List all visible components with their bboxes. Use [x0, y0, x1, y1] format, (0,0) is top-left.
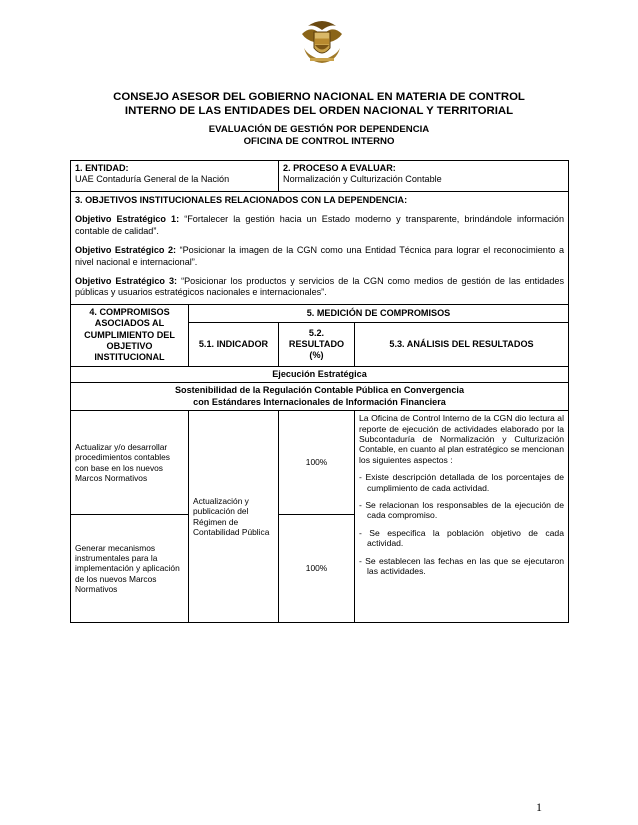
entidad-cell — [71, 161, 279, 192]
coat-of-arms-icon — [300, 18, 344, 64]
objetivo-3 — [75, 276, 564, 299]
objetivo-2-text: “Posicionar la imagen de la CGN como una Entidad Técnica para lograr el reconocimiento a nivel nacional e internacional”. — [75, 245, 565, 267]
objetivo-1-text: “Fortalecer la gestión hacia un Estado moderno y transparente, brindándole información contable de calidad”. — [75, 214, 564, 236]
council-title-line2: INTERNO DE LAS ENTIDADES DEL ORDEN NACIONAL Y TERRITORIAL — [124, 105, 514, 117]
compromiso-1: Actualizar y/o desarrollar procedimientos contables con base en los nuevos Marcos Normativos — [71, 411, 189, 515]
compromisos-header: 4. COMPROMISOS ASOCIADOS AL CUMPLIMIENTO DEL OBJETIVO INSTITUCIONAL — [71, 304, 189, 366]
resultado-2: 100% — [279, 515, 355, 623]
objetivos-cell — [71, 192, 569, 305]
objetivo-3-label: Objetivo Estratégico 3: — [75, 276, 178, 287]
analisis-header: 5.3. ANÁLISIS DEL RESULTADOS — [355, 323, 569, 366]
objetivo-2-label: Objetivo Estratégico 2: — [75, 245, 177, 256]
analisis-point-3: - Se especifica la población objetivo de cada actividad. — [359, 527, 564, 549]
council-title-line1: CONSEJO ASESOR DEL GOBIERNO NACIONAL EN MATERIA DE CONTROL — [113, 91, 525, 103]
evaluation-table — [70, 160, 569, 623]
objetivos-title: 3. OBJETIVOS INSTITUCIONALES RELACIONADOS CON LA DEPENDENCIA: — [75, 195, 408, 205]
analisis-point-2: - Se relacionan los responsables de la ejecución de cada compromiso. — [359, 499, 564, 521]
evaluation-title-line1: EVALUACIÓN DE GESTIÓN POR DEPENDENCIA — [208, 124, 430, 135]
analisis-intro: La Oficina de Control Interno de la CGN dio lectura al reporte de ejecución de actividades elaborado por la Subcontaduría de Normalización y Culturización Contable, en cuanto al plan estratégico se mencionan los siguientes aspectos : — [359, 413, 564, 465]
entidad-label: 1. ENTIDAD: — [75, 163, 129, 173]
proceso-label: 2. PROCESO A EVALUAR: — [283, 163, 396, 173]
objetivo-2 — [75, 245, 564, 268]
council-title — [0, 90, 638, 118]
analisis-cell — [355, 411, 569, 623]
subsection-line2: con Estándares Internacionales de Información Financiera — [193, 396, 446, 407]
evaluation-title — [0, 124, 638, 148]
resultado-header: 5.2. RESULTADO (%) — [279, 323, 355, 366]
indicador-value: Actualización y publicación del Régimen de Contabilidad Pública — [189, 411, 279, 623]
indicador-header: 5.1. INDICADOR — [189, 323, 279, 366]
compromiso-2: Generar mecanismos instrumentales para la implementación y aplicación de los nuevos Marcos Normativos — [71, 515, 189, 623]
analisis-point-1: - Existe descripción detallada de los porcentajes de cumplimiento de cada actividad. — [359, 472, 564, 493]
objetivo-1-label: Objetivo Estratégico 1: — [75, 214, 180, 225]
subsection-line1: Sostenibilidad de la Regulación Contable Pública en Convergencia — [174, 385, 465, 396]
proceso-cell — [279, 161, 569, 192]
analisis-point-4: - Se establecen las fechas en las que se ejecutaron las actividades. — [359, 555, 564, 576]
medicion-header: 5. MEDICIÓN DE COMPROMISOS — [189, 304, 569, 323]
resultado-1: 100% — [279, 411, 355, 515]
proceso-value: Normalización y Culturización Contable — [283, 174, 442, 185]
section-title: Ejecución Estratégica — [71, 366, 569, 382]
subsection-title — [71, 383, 569, 411]
entidad-value: UAE Contaduría General de la Nación — [75, 174, 230, 185]
objetivo-3-text: “Posicionar los productos y servicios de la CGN como medios de gestión de las entidades públicas y usuarios estratégicos nacionales e internacionales”. — [75, 276, 565, 298]
page-number: 1 — [536, 800, 542, 814]
objetivo-1 — [75, 214, 564, 237]
evaluation-title-line2: OFICINA DE CONTROL INTERNO — [243, 136, 395, 147]
